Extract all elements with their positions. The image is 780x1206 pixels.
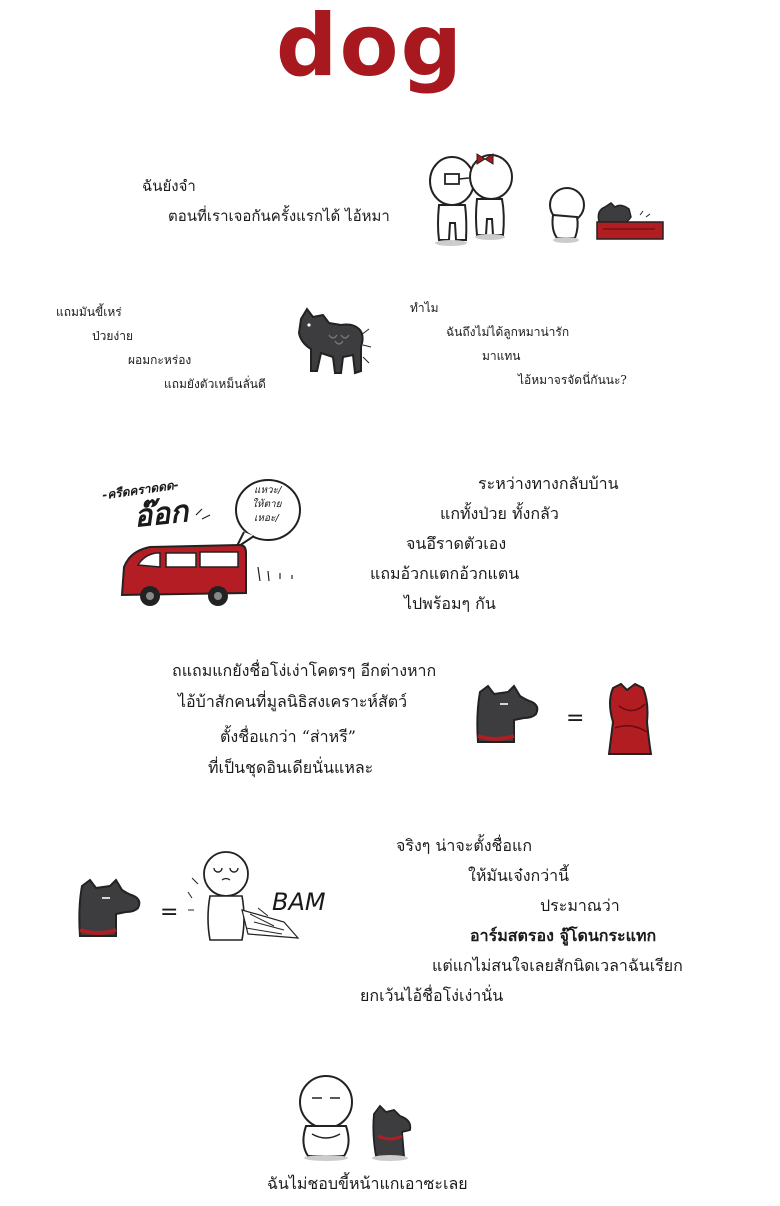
girl-with-bow-figure xyxy=(470,154,512,240)
equals-sign-1: = xyxy=(566,706,585,731)
panel2-left-line-2: ป่วยง่าย xyxy=(92,329,134,343)
small-person-figure xyxy=(550,188,584,243)
dog-head-illustration xyxy=(474,684,542,748)
dog-head-illustration-2 xyxy=(76,878,144,942)
panel4-line-3: ตั้งชื่อแกว่า “ส่าหรี” xyxy=(220,727,356,746)
panel4-line-2: ไอ้บ้าสักคนที่มูลนิธิสงเคราะห์สัตว์ xyxy=(178,692,408,711)
vomit-sound-effect: อ๊อก xyxy=(132,494,190,535)
person-and-dog-sitting-illustration xyxy=(296,1072,426,1162)
panel5-line-3: ประมาณว่า xyxy=(540,896,620,915)
panel4-line-4: ที่เป็นชุดอินเดียนั่นแหละ xyxy=(208,758,374,777)
screech-sound-effect: -ครืดคราดดด- xyxy=(101,477,180,503)
panel3-line-5: ไปพร้อมๆ กัน xyxy=(404,594,496,613)
man-with-glasses-figure xyxy=(430,157,474,246)
speech-line-1: แหวะ/ xyxy=(254,485,282,496)
panel5-line-4: อาร์มสตรอง จู๊โดนกระแทก xyxy=(470,926,657,945)
panel5-line-2: ให้มันเจ๋งกว่านี้ xyxy=(468,866,570,885)
panel3-line-4: แถมอ้วกแตกอ้วกแตน xyxy=(370,564,520,583)
speech-line-3: เหอะ/ xyxy=(254,513,279,524)
panel5-line-5: แต่แกไม่สนใจเลยสักนิดเวลาฉันเรียก xyxy=(432,956,683,975)
comic-title: dog xyxy=(275,0,465,96)
panel2-left-line-4: แถมยังตัวเหม็นลั่นดี xyxy=(164,377,266,391)
sari-illustration xyxy=(605,682,653,758)
panel1-line-1: ฉันยังจำ xyxy=(142,177,196,195)
panel3-line-1: ระหว่างทางกลับบ้าน xyxy=(478,474,619,493)
bam-sound-effect: BAM xyxy=(272,888,326,916)
panel2-left-line-3: ผอมกะหร่อง xyxy=(128,353,192,367)
panel5-line-1: จริงๆ น่าจะตั้งชื่อแก xyxy=(396,836,533,855)
panel2-right-line-1: ทำไม xyxy=(410,301,439,315)
equals-sign-2: = xyxy=(160,900,179,925)
panel2-right-line-3: มาแทน xyxy=(482,349,521,363)
dog-in-box-figure xyxy=(597,203,663,239)
final-caption: ฉันไม่ชอบขี้หน้าแกเอาซะเลย xyxy=(267,1174,468,1193)
panel1-line-2: ตอนที่เราเจอกันครั้งแรกได้ ไอ้หมา xyxy=(168,207,390,225)
speech-line-2: ให้ตาย xyxy=(252,499,282,510)
panel2-right-line-4: ไอ้หมาจรจัดนี่กันนะ? xyxy=(518,373,627,387)
panel3-line-3: จนอึราดตัวเอง xyxy=(406,534,507,553)
skinny-dog-illustration xyxy=(295,305,375,381)
panel4-line-1: ถแถมแกยังชื่อโง่เง่าโคตรๆ อีกต่างหาก xyxy=(172,661,437,680)
panel2-right-line-2: ฉันถึงไม่ได้ลูกหมาน่ารัก xyxy=(446,325,570,339)
people-meeting-dog-illustration xyxy=(425,145,675,250)
panel3-line-2: แกทั้งป่วย ทั้งกลัว xyxy=(440,504,559,523)
red-van-illustration xyxy=(100,505,300,615)
panel5-line-6: ยกเว้นไอ้ชื่อโง่เง่านั่น xyxy=(360,986,504,1005)
panel2-left-line-1: แถมมันขี้เหร่ xyxy=(56,305,122,319)
